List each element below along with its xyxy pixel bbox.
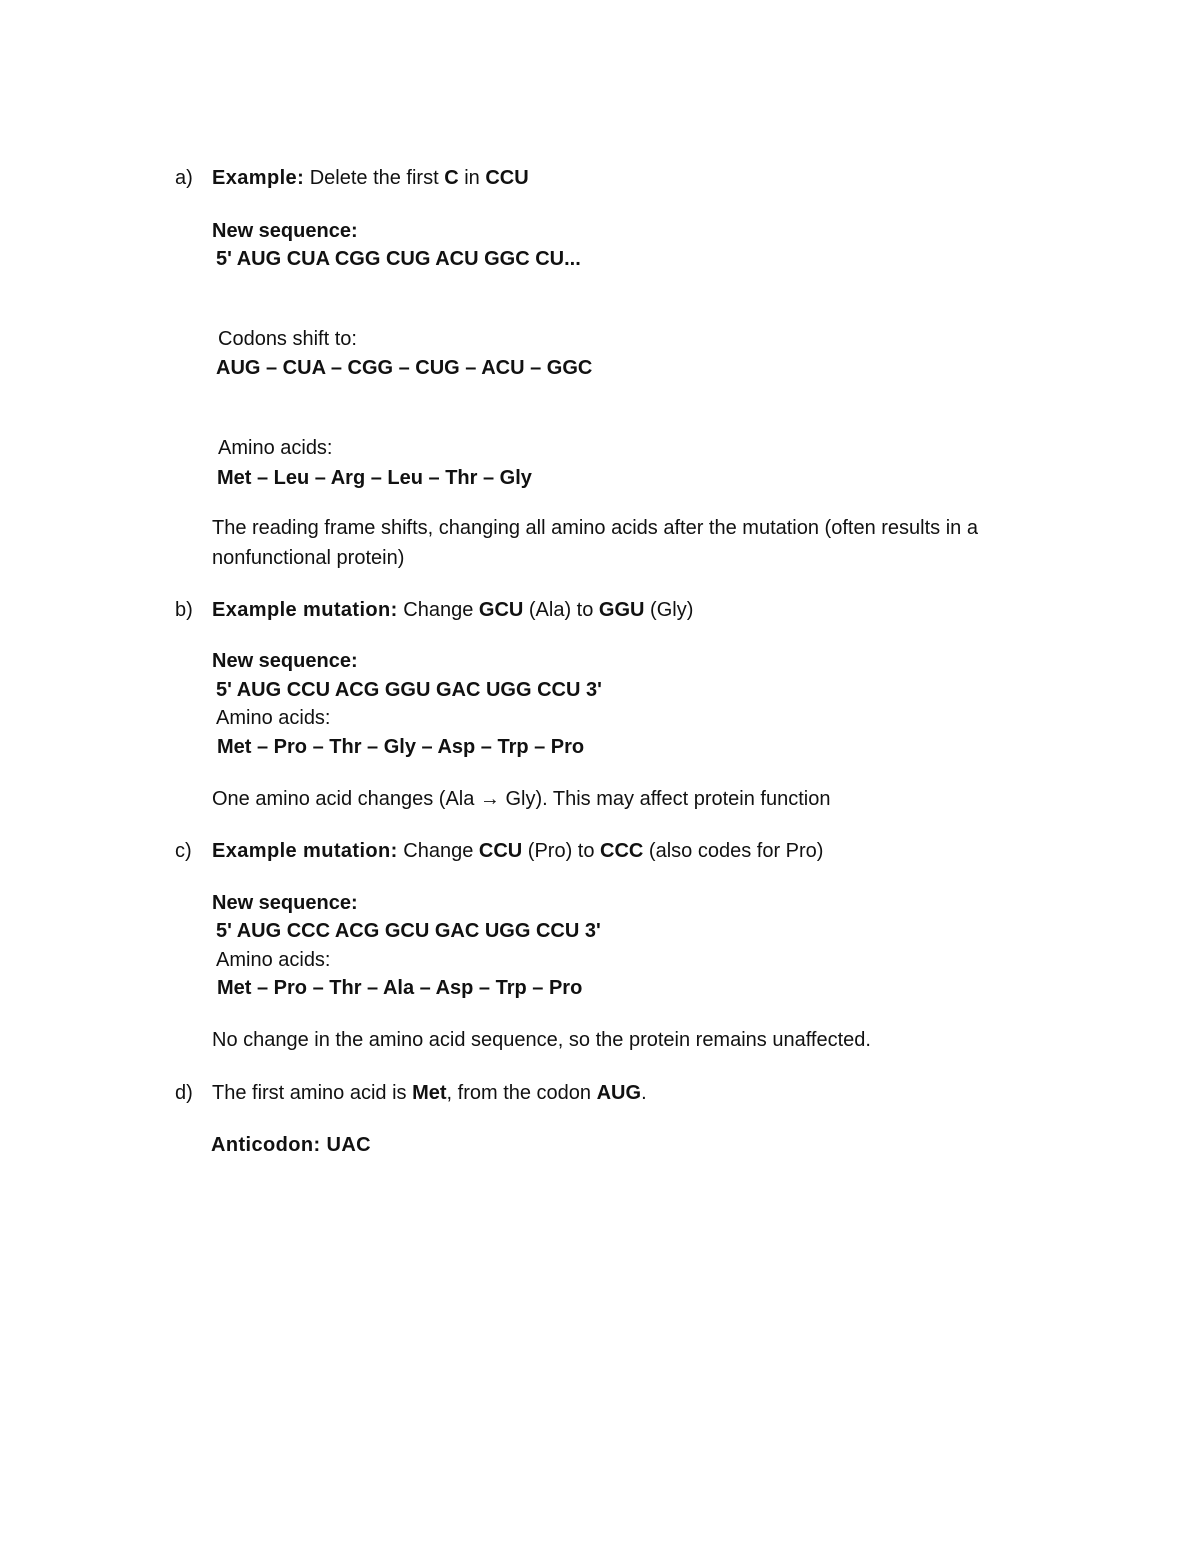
explanation-line: nonfunctional protein) <box>212 547 405 569</box>
item-marker-b: b) <box>175 599 193 621</box>
item-marker-c: c) <box>175 840 192 862</box>
text-span: Change <box>397 599 479 621</box>
text-span: Delete the first <box>304 167 445 189</box>
amino-acid: Met <box>412 1082 447 1104</box>
codons-sequence: AUG – CUA – CGG – CUG – ACU – GGC <box>216 357 593 379</box>
item-b-heading <box>212 598 693 622</box>
explanation-line: No change in the amino acid sequence, so the protein remains unaffected. <box>212 1029 871 1051</box>
codon: AUG <box>596 1082 642 1104</box>
amino-acids-label: Amino acids: <box>218 437 333 459</box>
item-c-heading <box>212 839 823 863</box>
example-label: Example: <box>212 167 305 189</box>
text-span: (Pro) to <box>522 840 601 862</box>
item-d-text <box>212 1081 647 1105</box>
example-label: Example mutation: <box>212 599 398 621</box>
text-span: in <box>458 167 486 189</box>
text-span: (Ala) to <box>523 599 599 621</box>
amino-acid-sequence: Met – Leu – Arg – Leu – Thr – Gly <box>217 467 532 489</box>
text-span: . <box>641 1082 647 1104</box>
example-label: Example mutation: <box>212 840 398 862</box>
item-a-heading <box>212 166 529 190</box>
new-sequence: 5' AUG CCU ACG GGU GAC UGG CCU 3' <box>216 679 602 701</box>
text-span: , from the codon <box>446 1082 597 1104</box>
explanation-line: One amino acid changes (Ala → Gly). This may affect protein function <box>212 788 831 810</box>
codons-label: Codons shift to: <box>218 328 357 350</box>
amino-acid-sequence: Met – Pro – Thr – Gly – Asp – Trp – Pro <box>217 736 585 758</box>
amino-acids-label: Amino acids: <box>216 707 331 729</box>
text-span: (Gly) <box>644 599 694 621</box>
amino-acid-sequence: Met – Pro – Thr – Ala – Asp – Trp – Pro <box>217 977 583 999</box>
codon: CCU <box>485 167 529 189</box>
text-span: Change <box>397 840 479 862</box>
base-letter: C <box>444 167 459 189</box>
codon: CCU <box>478 840 523 862</box>
explanation-line: The reading frame shifts, changing all amino acids after the mutation (often results in a <box>212 517 978 539</box>
text-span: The first amino acid is <box>212 1082 413 1104</box>
codon: GGU <box>598 599 645 621</box>
new-sequence-label: New sequence: <box>212 650 358 672</box>
anticodon-answer: Anticodon: UAC <box>211 1134 372 1156</box>
codon: GCU <box>478 599 524 621</box>
amino-acids-label: Amino acids: <box>216 949 331 971</box>
new-sequence: 5' AUG CUA CGG CUG ACU GGC CU... <box>216 248 581 270</box>
text-span: (also codes for Pro) <box>643 840 824 862</box>
item-marker-a: a) <box>175 167 193 189</box>
new-sequence: 5' AUG CCC ACG GCU GAC UGG CCU 3' <box>216 920 601 942</box>
item-marker-d: d) <box>175 1082 193 1104</box>
new-sequence-label: New sequence: <box>212 220 358 242</box>
codon: CCC <box>600 840 644 862</box>
new-sequence-label: New sequence: <box>212 892 358 914</box>
